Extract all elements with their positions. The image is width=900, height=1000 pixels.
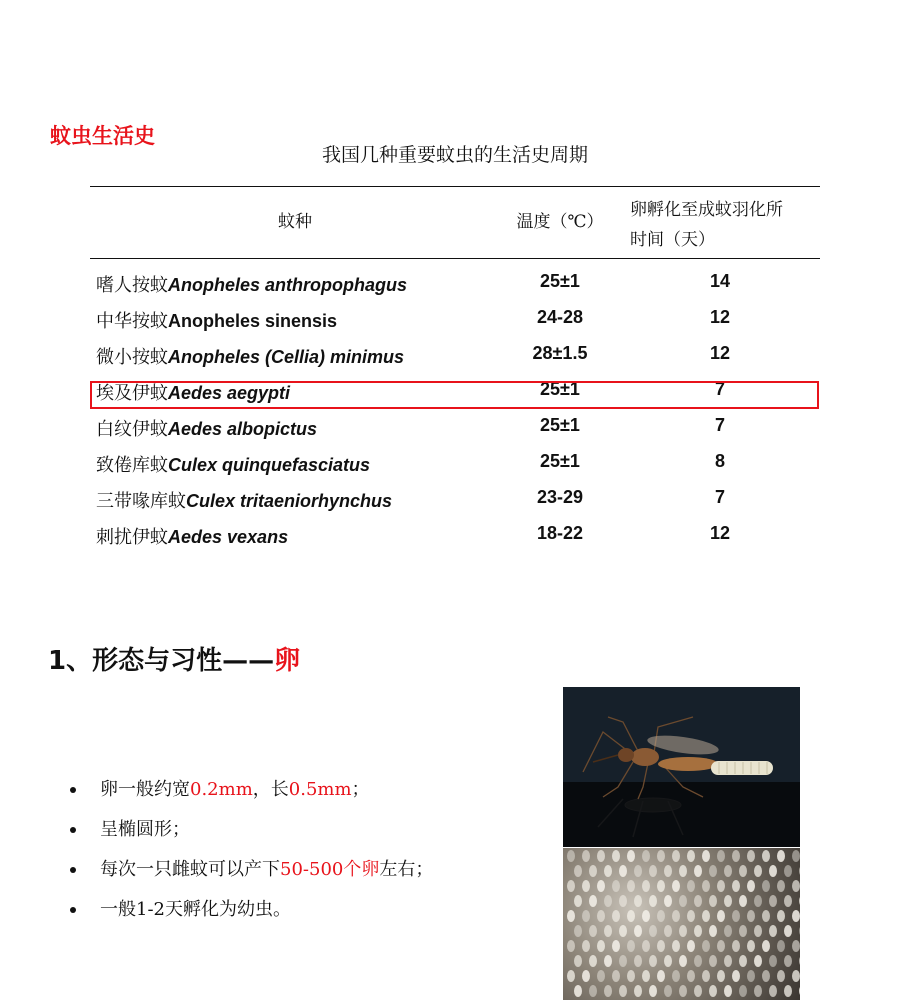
- life-cycle-table: [90, 186, 820, 551]
- egg-dot: [619, 895, 627, 907]
- egg-dot: [627, 850, 635, 862]
- egg-dot: [619, 985, 627, 997]
- bullet-item: [70, 890, 433, 930]
- species-cell: [96, 451, 370, 477]
- bullet-list: [70, 770, 433, 930]
- highlight-box: [90, 381, 819, 409]
- bullet-text: 左右；: [379, 859, 434, 880]
- egg-dot: [717, 940, 725, 952]
- egg-dot: [709, 895, 717, 907]
- egg-dot: [612, 850, 620, 862]
- temperature-cell: 28±1.5: [532, 343, 588, 363]
- bullet-dot-icon: [70, 907, 76, 913]
- section2-title-highlight: 卵: [274, 646, 301, 676]
- egg-dot: [694, 865, 702, 877]
- egg-dot: [784, 865, 792, 877]
- egg-dot: [597, 850, 605, 862]
- egg-dot: [792, 880, 800, 892]
- mosquito-photo-illustration: [563, 687, 800, 847]
- egg-dot: [687, 880, 695, 892]
- egg-dot: [799, 865, 800, 877]
- egg-dot: [732, 970, 740, 982]
- section-title: 蚊虫生活史: [50, 124, 155, 148]
- egg-dot: [589, 865, 597, 877]
- egg-dot: [634, 985, 642, 997]
- egg-dot: [582, 910, 590, 922]
- egg-dot: [619, 955, 627, 967]
- egg-dot: [604, 985, 612, 997]
- days-cell: 7: [714, 415, 725, 435]
- egg-dot: [657, 940, 665, 952]
- egg-dot: [679, 985, 687, 997]
- bullet-highlight-text: 0.2mm: [190, 779, 253, 800]
- header-days-line1: 卵孵化至成蚊羽化所: [630, 200, 783, 220]
- species-latin: Culex quinquefasciatus: [168, 455, 371, 475]
- egg-dot: [724, 865, 732, 877]
- egg-dot: [792, 850, 800, 862]
- egg-dot: [672, 910, 680, 922]
- species-latin: Anopheles anthropophagus: [168, 275, 408, 295]
- egg-dot: [792, 940, 800, 952]
- temperature-cell: 18-22: [536, 523, 584, 543]
- species-latin: Anopheles (Cellia) minimus: [168, 347, 405, 367]
- table-row: [90, 263, 820, 299]
- species-cell: [96, 487, 392, 513]
- egg-dot: [717, 880, 725, 892]
- egg-dot: [694, 925, 702, 937]
- egg-dot: [702, 940, 710, 952]
- egg-dot: [784, 895, 792, 907]
- egg-dot: [634, 955, 642, 967]
- egg-dot: [657, 850, 665, 862]
- days-cell: 12: [709, 523, 731, 543]
- species-cell: [96, 523, 288, 549]
- egg-dot: [604, 865, 612, 877]
- egg-dot: [664, 985, 672, 997]
- egg-dot: [574, 895, 582, 907]
- species-latin: Aedes aegypti: [168, 383, 291, 403]
- egg-dot: [762, 880, 770, 892]
- species-cn: 三带喙库蚊: [96, 491, 186, 512]
- egg-dot: [574, 985, 582, 997]
- egg-dot: [769, 895, 777, 907]
- bullet-item: [70, 850, 433, 890]
- days-cell: 7: [714, 487, 725, 507]
- egg-dot: [799, 925, 800, 937]
- egg-dot: [732, 910, 740, 922]
- mosquito-laying-eggs-photo: [563, 687, 800, 847]
- egg-dot: [762, 970, 770, 982]
- egg-dot: [724, 985, 732, 997]
- table-row: [90, 407, 820, 443]
- egg-dot: [694, 895, 702, 907]
- bullet-highlight-text: 0.5mm: [288, 779, 352, 800]
- egg-dot: [567, 940, 575, 952]
- table-row: [90, 335, 820, 371]
- egg-dot: [582, 970, 590, 982]
- egg-dot: [769, 955, 777, 967]
- egg-dot: [642, 970, 650, 982]
- egg-dot: [747, 910, 755, 922]
- table-caption: 我国几种重要蚊虫的生活史周期: [321, 144, 588, 166]
- egg-dot: [694, 955, 702, 967]
- egg-dot: [754, 955, 762, 967]
- egg-dot: [657, 970, 665, 982]
- days-cell: 7: [714, 379, 725, 399]
- species-cell: [96, 415, 317, 441]
- egg-dot: [612, 910, 620, 922]
- bullet-text: ，长: [252, 779, 289, 800]
- days-cell: 12: [709, 343, 731, 363]
- temperature-cell: 25±1: [540, 415, 580, 435]
- egg-dot: [754, 865, 762, 877]
- egg-dot: [762, 850, 770, 862]
- egg-dot: [627, 910, 635, 922]
- egg-dot: [732, 880, 740, 892]
- egg-dot: [627, 940, 635, 952]
- egg-dot: [657, 880, 665, 892]
- egg-dot: [664, 955, 672, 967]
- egg-dot: [702, 970, 710, 982]
- egg-dot: [664, 865, 672, 877]
- egg-dot: [582, 940, 590, 952]
- egg-dot: [642, 940, 650, 952]
- bullet-dot-icon: [70, 867, 76, 873]
- egg-dot: [739, 985, 747, 997]
- egg-dot: [777, 970, 785, 982]
- egg-dot: [619, 865, 627, 877]
- egg-dot: [672, 850, 680, 862]
- egg-dot: [589, 925, 597, 937]
- egg-closeup-illustration: [563, 848, 800, 1000]
- table-row: [90, 515, 820, 551]
- bullet-dot-icon: [70, 787, 76, 793]
- species-cell: [96, 307, 337, 333]
- bullet-text: 呈椭圆形；: [100, 819, 190, 840]
- egg-dot: [679, 925, 687, 937]
- header-days: [630, 195, 820, 255]
- table-row: [90, 443, 820, 479]
- egg-dot: [799, 985, 800, 997]
- egg-dot: [649, 985, 657, 997]
- egg-dot: [724, 955, 732, 967]
- egg-dot: [567, 910, 575, 922]
- temperature-cell: 25±1: [540, 271, 580, 291]
- egg-dot: [702, 910, 710, 922]
- egg-dot: [792, 970, 800, 982]
- egg-dot: [799, 895, 800, 907]
- egg-dot: [679, 895, 687, 907]
- bullet-text: ；: [351, 779, 370, 800]
- egg-dot: [747, 970, 755, 982]
- egg-dot: [589, 955, 597, 967]
- species-cn: 白纹伊蚊: [96, 419, 168, 440]
- temperature-cell: 25±1: [540, 379, 580, 399]
- egg-dot: [777, 910, 785, 922]
- egg-dot: [717, 970, 725, 982]
- egg-dot: [567, 880, 575, 892]
- egg-dot: [777, 880, 785, 892]
- species-cn: 刺扰伊蚊: [96, 527, 168, 548]
- bullet-text: 一般1-2天孵化为幼虫。: [100, 899, 291, 920]
- egg-dot: [724, 895, 732, 907]
- egg-dot: [724, 925, 732, 937]
- egg-dot: [589, 985, 597, 997]
- egg-dot: [754, 985, 762, 997]
- species-cn: 埃及伊蚊: [96, 383, 168, 404]
- egg-dot: [739, 895, 747, 907]
- egg-dot: [709, 925, 717, 937]
- egg-dot: [642, 880, 650, 892]
- egg-dot: [627, 970, 635, 982]
- bullet-item: [70, 770, 433, 810]
- egg-dot: [604, 925, 612, 937]
- days-cell: 14: [709, 271, 731, 291]
- egg-dot: [754, 895, 762, 907]
- egg-dot: [694, 985, 702, 997]
- section2-title: [48, 640, 300, 677]
- egg-dot: [687, 850, 695, 862]
- egg-dot: [567, 970, 575, 982]
- faint-side-mark: [50, 525, 90, 537]
- egg-dot: [769, 865, 777, 877]
- species-cn: 嗜人按蚊: [96, 275, 168, 296]
- egg-dot: [739, 925, 747, 937]
- egg-dot: [777, 940, 785, 952]
- egg-dot: [687, 940, 695, 952]
- faint-header-mark: [50, 16, 250, 32]
- table-header: [90, 187, 820, 259]
- table-row: [90, 299, 820, 335]
- egg-dot: [589, 895, 597, 907]
- egg-dot: [664, 925, 672, 937]
- species-cn: 微小按蚊: [96, 347, 168, 368]
- egg-dot: [784, 925, 792, 937]
- species-latin: Culex tritaeniorhynchus: [186, 491, 393, 511]
- egg-dot: [619, 925, 627, 937]
- egg-dot: [709, 865, 717, 877]
- species-latin: Anopheles sinensis: [168, 311, 338, 331]
- egg-dot: [634, 865, 642, 877]
- egg-dot: [597, 940, 605, 952]
- egg-dot: [604, 895, 612, 907]
- egg-dot: [574, 925, 582, 937]
- egg-dot: [567, 850, 575, 862]
- temperature-cell: 25±1: [540, 451, 580, 471]
- egg-dot: [702, 880, 710, 892]
- egg-dot: [732, 940, 740, 952]
- egg-dot: [597, 910, 605, 922]
- egg-dot: [769, 985, 777, 997]
- header-species: 蚊种: [278, 212, 312, 232]
- egg-dot: [597, 970, 605, 982]
- bullet-text: 每次一只雌蚊可以产下: [100, 859, 280, 880]
- egg-dot: [754, 925, 762, 937]
- egg-dot: [769, 925, 777, 937]
- egg-raft-closeup-photo: [563, 848, 800, 1000]
- egg-dot: [604, 955, 612, 967]
- egg-dot: [672, 880, 680, 892]
- days-cell: 12: [709, 307, 731, 327]
- section2-title-prefix: 1、形态与习性——: [48, 646, 275, 676]
- egg-dot: [627, 880, 635, 892]
- egg-dot: [649, 895, 657, 907]
- egg-dot: [717, 910, 725, 922]
- egg-dot: [582, 880, 590, 892]
- bullet-dot-icon: [70, 827, 76, 833]
- table-row: [90, 479, 820, 515]
- species-cn: 中华按蚊: [96, 311, 168, 332]
- egg-dot: [687, 970, 695, 982]
- egg-dot: [799, 955, 800, 967]
- egg-dot: [784, 985, 792, 997]
- species-cell: [96, 343, 404, 369]
- header-temperature: 温度（℃）: [516, 212, 604, 232]
- egg-dot: [649, 925, 657, 937]
- egg-dot: [642, 850, 650, 862]
- species-cn: 致倦库蚊: [96, 455, 168, 476]
- egg-dot: [679, 865, 687, 877]
- egg-dot: [784, 955, 792, 967]
- egg-dot: [739, 955, 747, 967]
- egg-dot: [739, 865, 747, 877]
- egg-dot: [612, 970, 620, 982]
- temperature-cell: 24-28: [536, 307, 584, 327]
- egg-dot: [574, 865, 582, 877]
- header-days-line2: 时间（天）: [630, 230, 715, 250]
- egg-dot: [672, 970, 680, 982]
- egg-dot: [709, 985, 717, 997]
- egg-dot: [679, 955, 687, 967]
- egg-dot: [709, 955, 717, 967]
- egg-dot: [597, 880, 605, 892]
- bullet-text: 卵一般约宽: [100, 779, 190, 800]
- egg-dot: [664, 895, 672, 907]
- egg-dot: [634, 895, 642, 907]
- egg-dot: [702, 850, 710, 862]
- temperature-cell: 23-29: [536, 487, 584, 507]
- egg-dot: [649, 865, 657, 877]
- egg-dot: [777, 850, 785, 862]
- bullet-highlight-text: 50-500个卵: [280, 859, 380, 880]
- egg-dot: [717, 850, 725, 862]
- egg-dot: [762, 940, 770, 952]
- egg-dot: [649, 955, 657, 967]
- egg-dot: [612, 940, 620, 952]
- species-cell: [96, 271, 407, 297]
- egg-dot: [657, 910, 665, 922]
- egg-dot: [762, 910, 770, 922]
- bullet-item: [70, 810, 433, 850]
- egg-dot: [747, 850, 755, 862]
- egg-dot: [747, 880, 755, 892]
- species-latin: Aedes vexans: [168, 527, 289, 547]
- egg-dot: [687, 910, 695, 922]
- egg-dot: [732, 850, 740, 862]
- egg-dot: [634, 925, 642, 937]
- egg-dot: [672, 940, 680, 952]
- days-cell: 8: [714, 451, 725, 471]
- egg-dot: [612, 880, 620, 892]
- species-latin: Aedes albopictus: [168, 419, 318, 439]
- egg-dot: [582, 850, 590, 862]
- egg-dot: [792, 910, 800, 922]
- egg-dot: [574, 955, 582, 967]
- egg-dot: [642, 910, 650, 922]
- egg-dot: [747, 940, 755, 952]
